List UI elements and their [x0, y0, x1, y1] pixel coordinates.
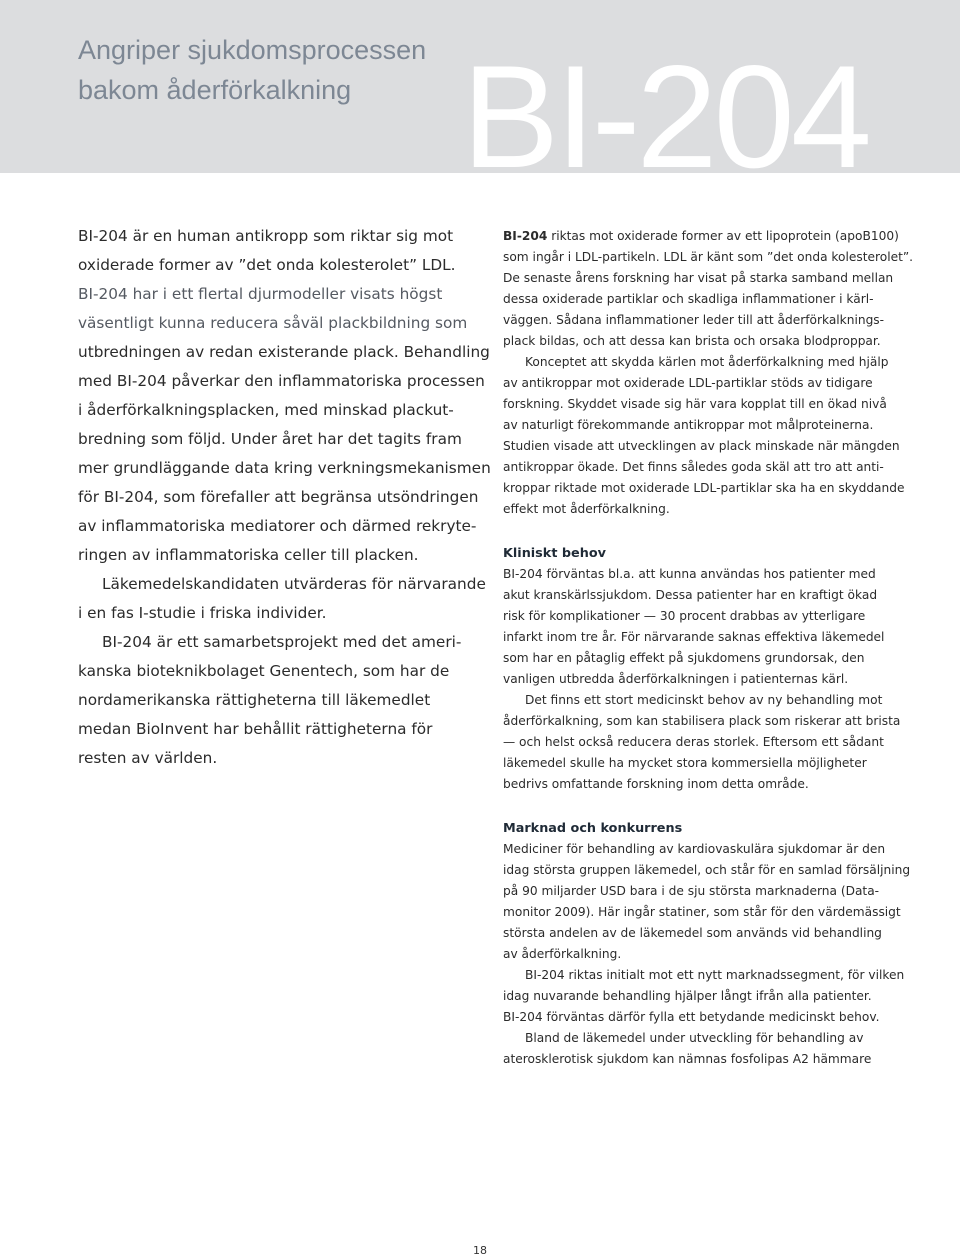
text-line: nordamerikanska rättigheterna till läkemedlet	[78, 691, 431, 709]
text-line: största andelen av de läkemedel som används vid behandling	[503, 926, 882, 940]
text-line: mer grundläggande data kring verkningsmekanismen	[78, 459, 491, 477]
product-code-watermark: BI-204	[461, 35, 868, 173]
section-heading: Marknad och konkurrens	[503, 821, 683, 836]
text-line: risk för komplikationer — 30 procent drabbas av ytterligare	[503, 609, 866, 623]
page-number: 18	[473, 1244, 487, 1257]
text-line: idag nuvarande behandling hjälper långt ifrån alla patienter.	[503, 989, 872, 1003]
text-line: vanligen utbredda åderförkalkningen i patienternas kärl.	[503, 672, 849, 686]
text-line: aterosklerotisk sjukdom kan nämnas fosfolipas A2 hämmare	[503, 1052, 872, 1066]
text-line: som har en påtaglig effekt på sjukdomens grundorsak, den	[503, 651, 865, 665]
text-line: Läkemedelskandidaten utvärderas för närvarande	[102, 575, 486, 593]
text-line: Bland de läkemedel under utveckling för behandling av	[525, 1031, 864, 1045]
text-line: av naturligt förekommande antikroppar mot målproteinerna.	[503, 418, 874, 432]
spacer	[503, 520, 903, 543]
section-intro	[503, 226, 914, 520]
text-line: medan BioInvent har behållit rättigheterna för	[78, 720, 433, 738]
paragraph-partnership	[78, 628, 470, 773]
text-line: Konceptet att skydda kärlen mot åderförkalkning med hjälp	[525, 355, 889, 369]
right-column	[503, 226, 914, 1070]
lead-bold-code: BI-204	[503, 229, 548, 243]
text-line: utbredningen av redan existerande plack. Behandling	[78, 343, 490, 361]
text-line: av antikroppar mot oxiderade LDL-partiklar stöds av tidigare	[503, 376, 873, 390]
text-line: oxiderade former av ”det onda kolesterolet” LDL.	[78, 256, 456, 274]
text-line: antikroppar ökade. Det finns således goda skäl att tro att anti-	[503, 460, 884, 474]
text-line: Det finns ett stort medicinskt behov av ny behandling mot	[525, 693, 883, 707]
text-line: för BI-204, som förefaller att begränsa utsöndringen	[78, 488, 479, 506]
text-line: kroppar riktade mot oxiderade LDL-partiklar ska ha en skyddande	[503, 481, 905, 495]
text-line: akut kranskärlssjukdom. Dessa patienter har en kraftigt ökad	[503, 588, 878, 602]
page-header	[0, 0, 960, 173]
text-line: De senaste årens forskning har visat på starka samband mellan	[503, 271, 894, 285]
text-line: av åderförkalkning.	[503, 947, 622, 961]
text-line: som ingår i LDL-partikeln. LDL är känt som ”det onda kolesterolet”.	[503, 250, 914, 264]
spacer	[503, 795, 903, 818]
text-line: läkemedel skulle ha mycket stora kommersiella möjligheter	[503, 756, 867, 770]
text-line: forskning. Skyddet visade sig här vara kopplat till en ökad nivå	[503, 397, 887, 411]
text-line: BI-204 förväntas bl.a. att kunna användas hos patienter med	[503, 567, 876, 581]
text-line: BI-204 riktas initialt mot ett nytt marknadssegment, för vilken	[525, 968, 905, 982]
section-kliniskt-behov	[503, 543, 903, 795]
text-line: infarkt inom tre år. För närvarande saknas effektiva läkemedel	[503, 630, 885, 644]
text-line: i åderförkalkningsplacken, med minskad plackut-	[78, 401, 454, 419]
text-line: Mediciner för behandling av kardiovaskulära sjukdomar är den	[503, 842, 886, 856]
text-line: väggen. Sådana inflammationer leder till att åderförkalknings-	[503, 313, 885, 327]
text-line: BI-204 är en human antikropp som riktar sig mot	[78, 227, 454, 245]
text-line: kanska bioteknikbolaget Genentech, som har de	[78, 662, 450, 680]
text-line: på 90 miljarder USD bara i de sju största marknaderna (Data-	[503, 884, 880, 898]
text-line: monitor 2009). Här ingår statiner, som står för den värdemässigt	[503, 905, 901, 919]
page-title-line: bakom åderförkalkning	[78, 75, 352, 105]
text-line: idag största gruppen läkemedel, och står för en samlad försäljning	[503, 863, 911, 877]
text-line: Studien visade att utvecklingen av plack minskade när mängden	[503, 439, 900, 453]
paragraph-intro	[78, 222, 491, 628]
page-title-line: Angriper sjukdomsprocessen	[78, 35, 427, 65]
text-line: resten av världen.	[78, 749, 218, 767]
text-line: av inflammatoriska mediatorer och därmed rekryte-	[78, 517, 477, 535]
text-line: BI-204 förväntas därför fylla ett betydande medicinskt behov.	[503, 1010, 880, 1024]
text-line: med BI-204 påverkar den inflammatoriska processen	[78, 372, 485, 390]
section-heading: Kliniskt behov	[503, 546, 606, 561]
page-title	[78, 30, 426, 110]
text-line: — och helst också reducera deras storlek. Eftersom ett sådant	[503, 735, 884, 749]
text-line	[503, 226, 903, 247]
text-fragment: riktas mot oxiderade former av ett lipoprotein (apoB100)	[547, 229, 899, 243]
text-line: bedrivs omfattande forskning inom detta område.	[503, 777, 809, 791]
left-column	[78, 222, 491, 773]
text-line: ringen av inflammatoriska celler till placken.	[78, 546, 419, 564]
text-line: i en fas I-studie i friska individer.	[78, 604, 327, 622]
text-line: bredning som följd. Under året har det tagits fram	[78, 430, 462, 448]
text-line: BI-204 är ett samarbetsprojekt med det ameri-	[102, 633, 462, 651]
text-line: effekt mot åderförkalkning.	[503, 502, 670, 516]
text-line: åderförkalkning, som kan stabilisera plack som riskerar att brista	[503, 714, 901, 728]
section-marknad	[503, 818, 911, 1070]
text-line: väsentligt kunna reducera såväl plackbildning som	[78, 314, 468, 332]
text-line: BI-204 har i ett flertal djurmodeller visats högst	[78, 285, 443, 303]
text-line: dessa oxiderade partiklar och skadliga inflammationer i kärl-	[503, 292, 874, 306]
text-line: plack bildas, och att dessa kan brista och orsaka blodproppar.	[503, 334, 881, 348]
